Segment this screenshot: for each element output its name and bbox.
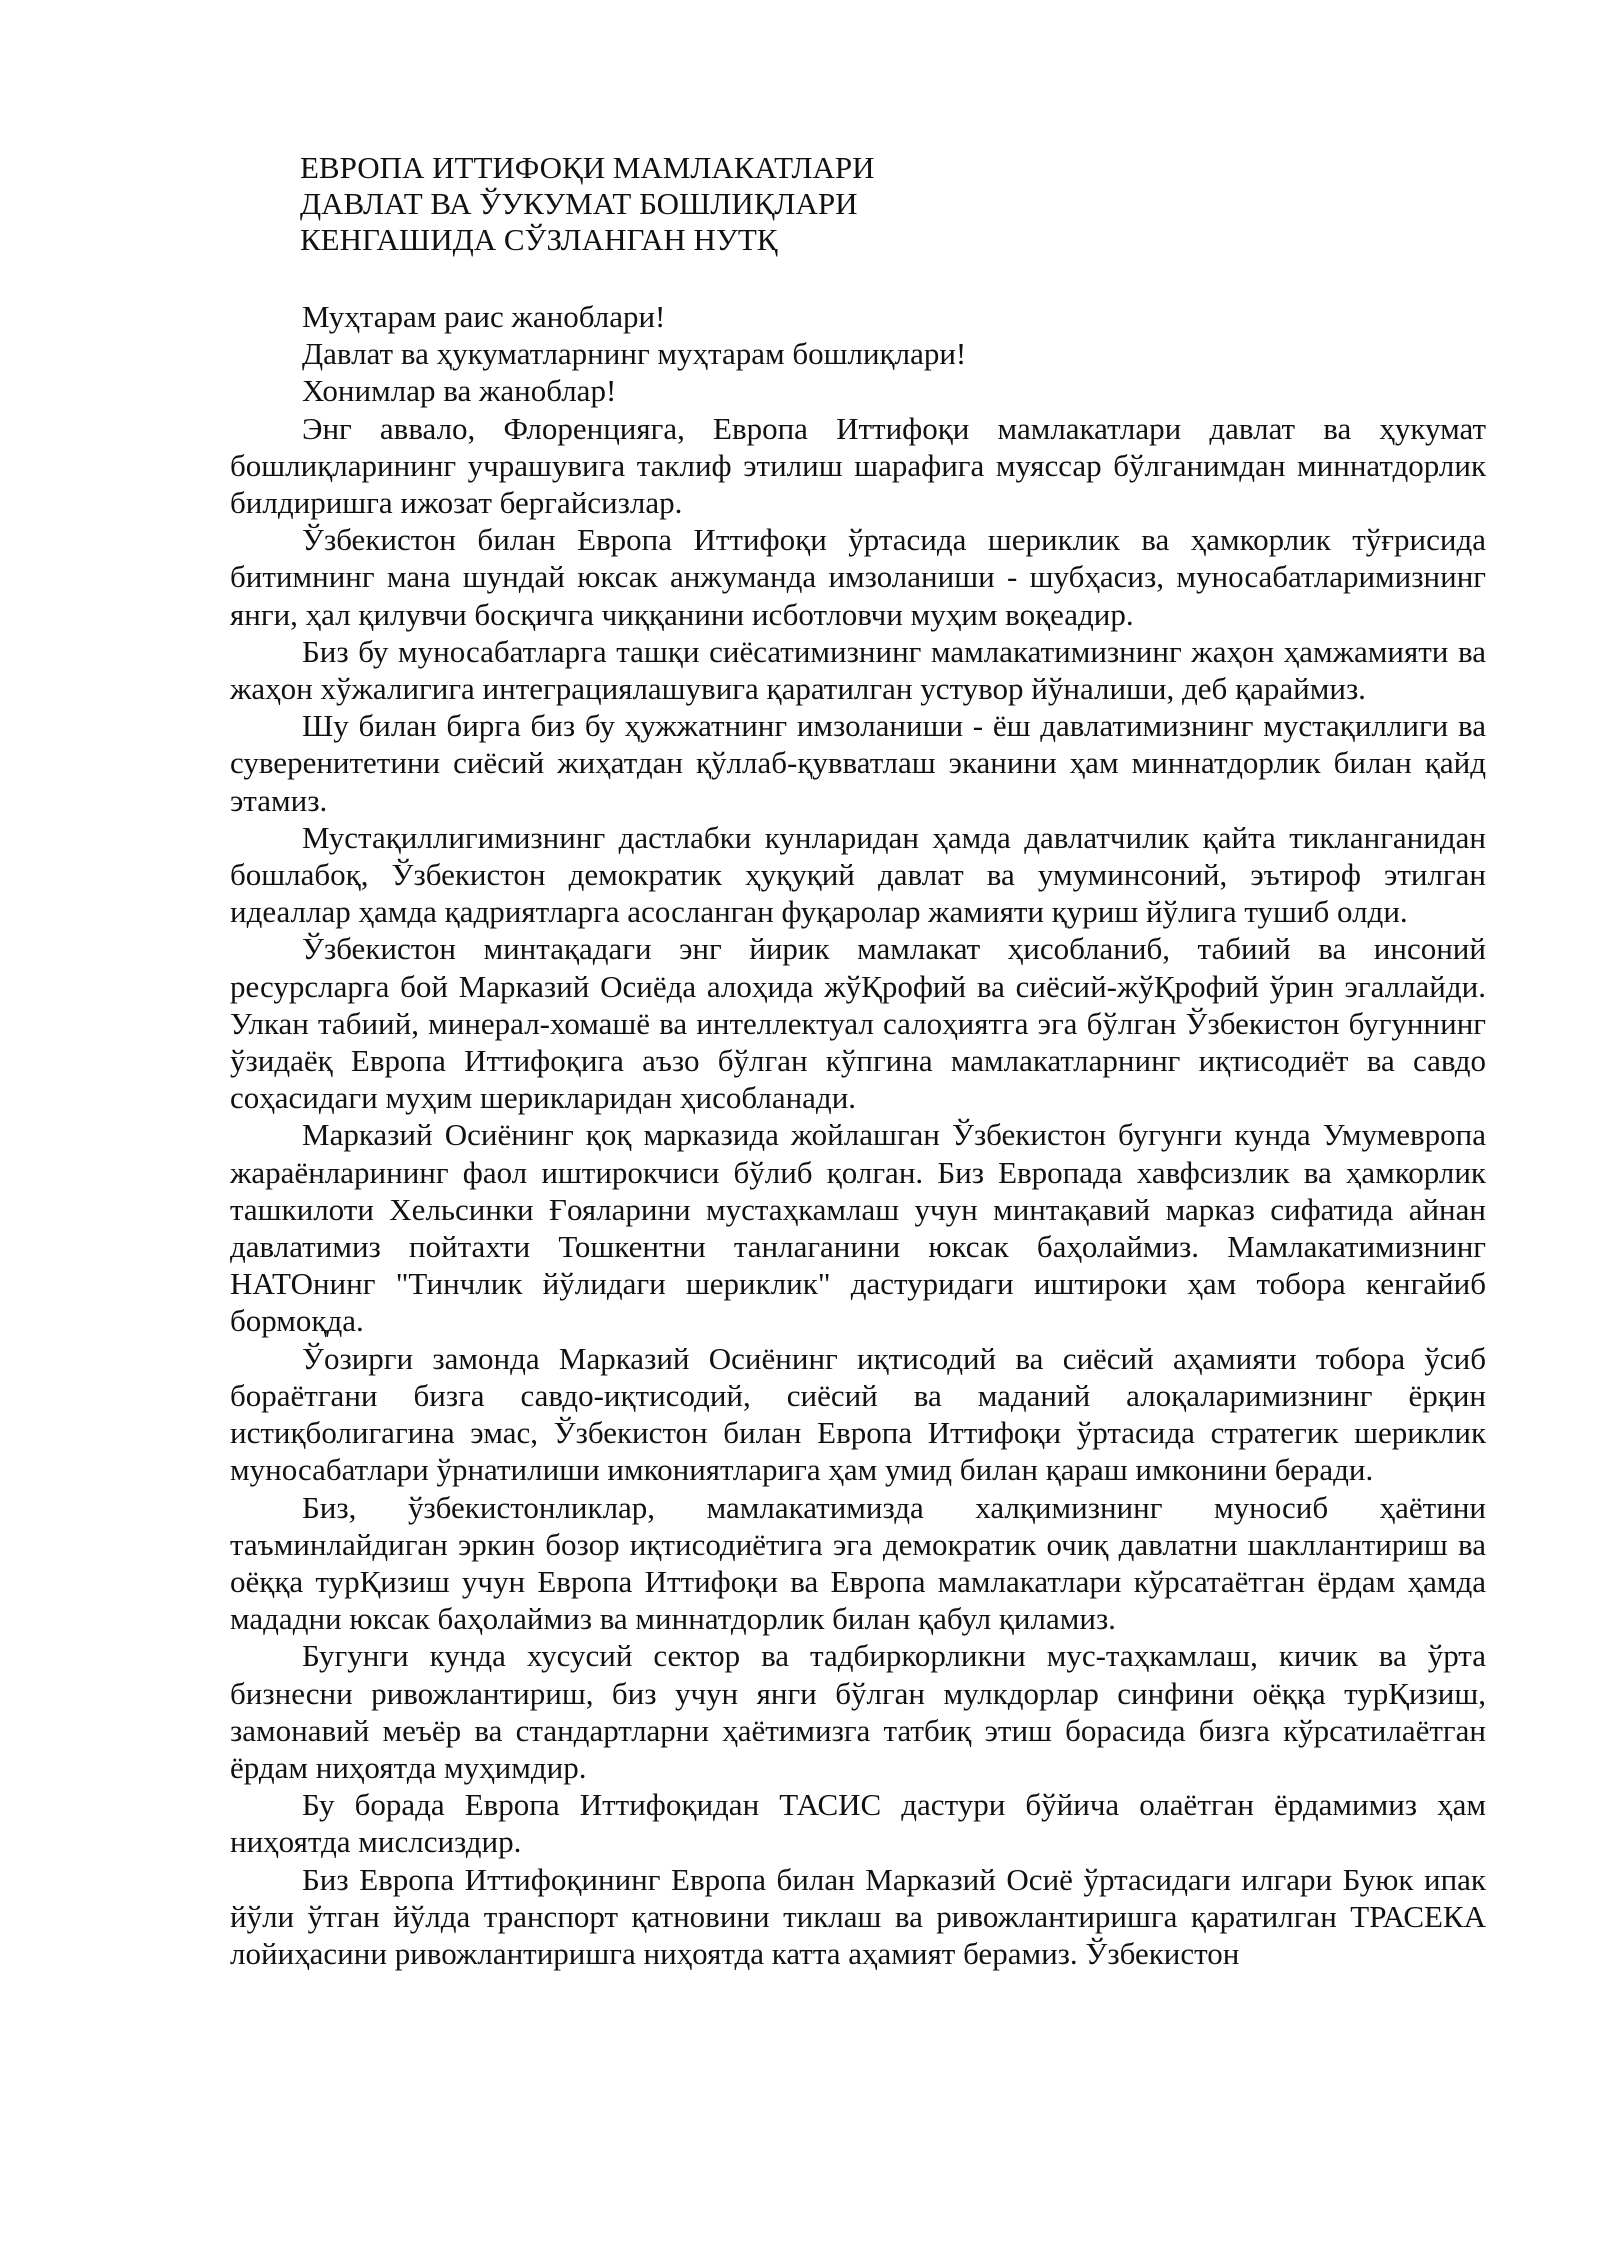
paragraph-9: Биз, ўзбекистонликлар, мамлакатимизда халқимизнинг муносиб ҳаётини таъминлайдиган эркин бозор иқтисодиётига эга демократик очиқ давлатни шакллантириш ва оёққа турҚизиш учун Европа Иттифоқи ва Европа мамлакатлари кўрсатаётган ёрдам ҳамда мададни юксак баҳолаймиз ва миннатдорлик билан қабул қиламиз. [230, 1489, 1486, 1637]
paragraph-2: Ўзбекистон билан Европа Иттифоқи ўртасида шериклик ва ҳамкорлик тўғрисида битимнинг мана шундай юксак анжуманда имзоланиши - шубҳасиз, муносабатларимизнинг янги, ҳал қилувчи босқичга чиққанини исботловчи муҳим воқеадир. [230, 522, 1486, 632]
paragraph-4: Шу билан бирга биз бу ҳужжатнинг имзоланиши - ёш давлатимизнинг мустақиллиги ва суверенитетини сиёсий жиҳатдан қўллаб-қувватлаш эканини ҳам миннатдорлик билан қайд этамиз. [230, 708, 1486, 818]
document-body [230, 298, 1486, 1972]
greeting-chairman: Муҳтарам раис жаноблари! [302, 299, 666, 334]
title-line-3: КЕНГАШИДА СЎЗЛАНГАН НУТҚ [300, 222, 778, 257]
paragraph-8: Ўозирги замонда Марказий Осиёнинг иқтисодий ва сиёсий аҳамияти тобора ўсиб бораётгани бизга савдо-иқтисодий, сиёсий ва маданий алоқаларимизнинг ёрқин истиқболигагина эмас, Ўзбекистон билан Европа Иттифоқи ўртасида стратегик шериклик муносабатлари ўрнатилиши имкониятларига ҳам умид билан қараш имконини беради. [230, 1340, 1486, 1488]
paragraph-3: Биз бу муносабатларга ташқи сиёсатимизнинг мамлакатимизнинг жаҳон ҳамжамияти ва жаҳон хўжалигига интеграциялашувига қаратилган устувор йўналиши, деб қараймиз. [230, 633, 1486, 707]
title-line-2: ДАВЛАТ ВА ЎУКУМАТ БОШЛИҚЛАРИ [300, 186, 858, 221]
paragraph-10: Бугунги кунда хусусий сектор ва тадбиркорликни мус-таҳкамлаш, кичик ва ўрта бизнесни ривожлантириш, биз учун янги бўлган мулкдорлар синфини оёққа турҚизиш, замонавий меъёр ва стандартларни ҳаётимизга татбиқ этиш борасида бизга кўрсатилаётган ёрдам ниҳоятда муҳимдир. [230, 1638, 1486, 1785]
paragraph-7: Марказий Осиёнинг қоқ марказида жойлашган Ўзбекистон бугунги кунда Умумевропа жараёнларининг фаол иштирокчиси бўлиб қолган. Биз Европада хавфсизлик ва ҳамкорлик ташкилоти Хельсинки Ғояларини мустаҳкамлаш учун минтақавий марказ сифатида айнан давлатимиз пойтахти Тошкентни танлаганини юксак баҳолаймиз. Мамлакатимизнинг НАТОнинг "Тинчлик йўлидаги шериклик" дастуридаги иштироки ҳам тобора кенгайиб бормоқда. [230, 1117, 1486, 1339]
paragraph-6: Ўзбекистон минтақадаги энг йирик мамлакат ҳисобланиб, табиий ва инсоний ресурсларга бой Марказий Осиёда алоҳида жўҚрофий ва сиёсий-жўҚрофий ўрин эгаллайди. Улкан табиий, минерал-хомашё ва интеллектуал салоҳиятга эга бўлган Ўзбекистон бугуннинг ўзидаёқ Европа Иттифоқига аъзо бўлган кўпгина мамлакатларнинг иқтисодиёт ва савдо соҳасидаги муҳим шерикларидан ҳисобланади. [230, 931, 1486, 1116]
greeting-ladies-gentlemen: Хонимлар ва жаноблар! [302, 373, 617, 409]
document-title [300, 150, 1500, 258]
paragraph-5: Мустақиллигимизнинг дастлабки кунларидан ҳамда давлатчилик қайта тикланганидан бошлабоқ, Ўзбекистон демократик ҳуқуқий давлат ва умуминсоний, эътироф этилган идеаллар ҳамда қадриятларга асосланган фуқаролар жамияти қуриш йўлига тушиб олди. [230, 819, 1486, 930]
title-line-1: ЕВРОПА ИТТИФОҚИ МАМЛАКАТЛАРИ [300, 150, 875, 185]
paragraph-12: Биз Европа Иттифоқининг Европа билан Марказий Осиё ўртасидаги илгари Буюк ипак йўли ўтган йўлда транспорт қатновини тиклаш ва ривожлантиришга қаратилган ТРАСЕКА лойиҳасини ривожлантиришга ниҳоятда катта аҳамият берамиз. Ўзбекистон [230, 1861, 1486, 1971]
paragraph-1: Энг аввало, Флоренцияга, Европа Иттифоқи мамлакатлари давлат ва ҳукумат бошлиқларининг учрашувига таклиф этилиш шарафига муяссар бўлганимдан миннатдорлик билдиришга ижозат бергайсизлар. [230, 410, 1486, 521]
greeting-heads-of-state: Давлат ва ҳукуматларнинг муҳтарам бошлиқлари! [302, 336, 967, 372]
paragraph-11: Бу борада Европа Иттифоқидан ТАСИС дастури бўйича олаётган ёрдамимиз ҳам ниҳоятда мислсиздир. [230, 1787, 1486, 1860]
